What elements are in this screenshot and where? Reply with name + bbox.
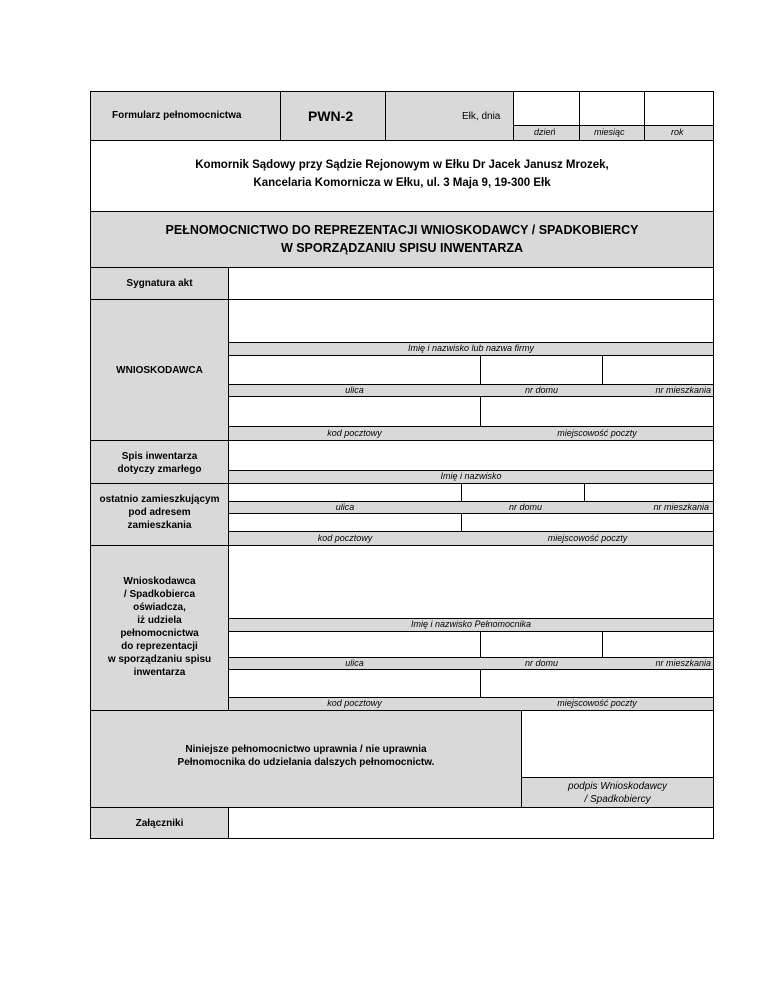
attorney-name-caption: Imię i nazwisko Pełnomocnika xyxy=(410,619,532,629)
applicant-flat-field[interactable] xyxy=(603,356,713,384)
authorization-line2: Pełnomocnika do udzielania dalszych pełnomocnictw. xyxy=(177,757,435,768)
year-field[interactable] xyxy=(645,92,713,125)
last-address-city-field[interactable] xyxy=(462,514,713,531)
last-address-house-caption: nr domu xyxy=(508,502,542,512)
attorney-house-caption: nr domu xyxy=(524,658,558,668)
attorney-postcode-field[interactable] xyxy=(229,670,480,697)
attachments-label: Załączniki xyxy=(135,818,184,829)
applicant-city-caption: miejscowość poczty xyxy=(557,428,637,438)
applicant-postcode-field[interactable] xyxy=(229,397,480,426)
deceased-name-field[interactable] xyxy=(229,441,713,470)
attorney-postcode-caption: kod pocztowy xyxy=(327,698,382,708)
grant-label-line7: w sporządzaniu spisu xyxy=(107,654,212,665)
last-address-street-caption: ulica xyxy=(335,502,355,512)
form-code: PWN-2 xyxy=(308,108,354,124)
attachments-field[interactable] xyxy=(229,808,713,838)
applicant-city-field[interactable] xyxy=(481,397,713,426)
office-block xyxy=(91,141,713,211)
grant-label-line2: / Spadkobierca xyxy=(123,589,196,600)
grant-label-line5: pełnomocnictwa xyxy=(120,628,199,639)
last-address-label-line3: zamieszkania xyxy=(127,520,192,531)
month-field[interactable] xyxy=(580,92,644,125)
last-address-street-field[interactable] xyxy=(229,484,461,501)
last-address-city-caption: miejscowość poczty xyxy=(547,533,628,543)
title-block xyxy=(91,212,713,267)
applicant-label: WNIOSKODAWCA xyxy=(116,365,203,376)
last-address-postcode-caption: kod pocztowy xyxy=(317,533,373,543)
signature-field[interactable] xyxy=(522,711,713,777)
case-number-field[interactable] xyxy=(229,268,713,299)
attorney-flat-field[interactable] xyxy=(603,632,713,657)
office-line1: Komornik Sądowy przy Sądzie Rejonowym w Ełku Dr Jacek Janusz Mrozek, xyxy=(195,159,609,171)
last-address-flat-field[interactable] xyxy=(585,484,713,501)
place-date-label: Ełk, dnia xyxy=(462,111,501,122)
last-address-house-field[interactable] xyxy=(462,484,584,501)
deceased-label-line1: Spis inwentarza xyxy=(121,451,198,462)
title-line2: W SPORZĄDZANIU SPISU INWENTARZA xyxy=(280,241,524,255)
applicant-street-caption: ulica xyxy=(345,385,364,395)
day-caption: dzień xyxy=(534,127,556,137)
applicant-flat-caption: nr mieszkania xyxy=(655,385,711,395)
grant-label-line3: oświadcza, xyxy=(133,602,186,613)
deceased-label-line2: dotyczy zmarłego xyxy=(117,464,202,475)
applicant-street-field[interactable] xyxy=(229,356,480,384)
attorney-city-caption: miejscowość poczty xyxy=(557,698,637,708)
attorney-house-field[interactable] xyxy=(481,632,602,657)
applicant-house-field[interactable] xyxy=(481,356,602,384)
last-address-label-line2: pod adresem xyxy=(128,507,191,518)
year-caption: rok xyxy=(671,127,684,137)
attorney-street-field[interactable] xyxy=(229,632,480,657)
deceased-name-caption: Imię i nazwisko xyxy=(440,471,502,481)
grant-label-line1: Wnioskodawca xyxy=(123,576,196,587)
grant-label-line4: iż udziela xyxy=(137,615,182,626)
grant-label-line6: do reprezentacji xyxy=(121,641,198,652)
applicant-name-field[interactable] xyxy=(229,300,713,342)
day-field[interactable] xyxy=(513,92,579,125)
signature-caption-line1: podpis Wnioskodawcy xyxy=(568,781,667,792)
signature-caption-line2: / Spadkobiercy xyxy=(584,794,651,805)
last-address-postcode-field[interactable] xyxy=(229,514,461,531)
month-caption: miesiąc xyxy=(594,127,625,137)
authorization-line1: Niniejsze pełnomocnictwo uprawnia / nie uprawnia xyxy=(185,744,427,755)
applicant-house-caption: nr domu xyxy=(524,385,558,395)
grant-label-line8: inwentarza xyxy=(133,667,186,678)
applicant-name-caption: Imię i nazwisko lub nazwa firmy xyxy=(407,343,535,353)
deceased-label-cell xyxy=(91,441,228,483)
last-address-label-line1: ostatnio zamieszkującym xyxy=(99,494,220,505)
attorney-flat-caption: nr mieszkania xyxy=(655,658,711,668)
attorney-street-caption: ulica xyxy=(345,658,364,668)
form-label: Formularz pełnomocnictwa xyxy=(112,110,242,121)
attorney-name-field[interactable] xyxy=(229,546,713,618)
applicant-postcode-caption: kod pocztowy xyxy=(327,428,382,438)
case-number-label: Sygnatura akt xyxy=(126,278,193,289)
attorney-city-field[interactable] xyxy=(481,670,713,697)
title-line1: PEŁNOMOCNICTWO DO REPREZENTACJI WNIOSKODAWCY / SPADKOBIERCY xyxy=(165,223,639,237)
office-line2: Kancelaria Komornicza w Ełku, ul. 3 Maja 9, 19-300 Ełk xyxy=(253,177,551,189)
last-address-flat-caption: nr mieszkania xyxy=(653,502,709,512)
